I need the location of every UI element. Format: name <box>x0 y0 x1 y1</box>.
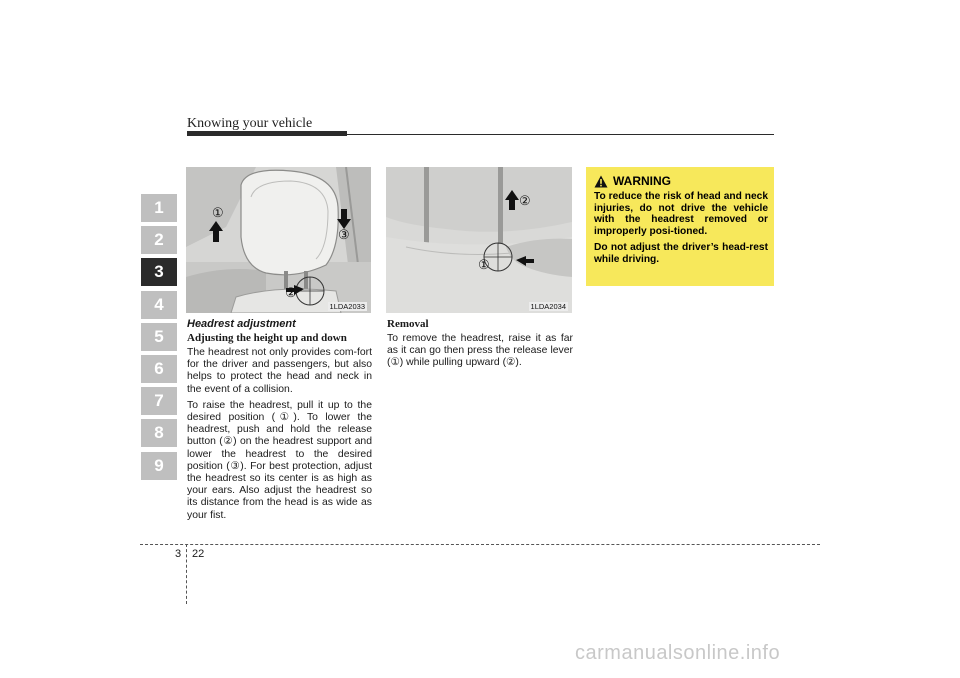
callout-3: ③ <box>338 227 350 242</box>
body-paragraph: To raise the headrest, pull it up to the desired position (①). To lower the headrest, push and hold the release button (②) on the headrest support and lower the headrest to the desired position (③). For best protection, adjust the headrest so its center is as high as your ears. Also adjust the headrest so its distance from the head is as wide as your fist. <box>187 399 372 521</box>
page-header-title: Knowing your vehicle <box>187 116 313 131</box>
chapter-tab-8[interactable]: 8 <box>141 419 177 447</box>
chapter-tab-2[interactable]: 2 <box>141 226 177 254</box>
chapter-tab-1[interactable]: 1 <box>141 194 177 222</box>
callout-1: ① <box>478 257 490 272</box>
footer-divider <box>186 544 187 604</box>
headrest-removal-illustration <box>386 167 572 313</box>
headrest-removal-section <box>387 317 573 374</box>
chapter-tab-4[interactable]: 4 <box>141 291 177 319</box>
subheading: Removal <box>387 318 429 330</box>
warning-text: To reduce the risk of head and neck injuries, do not drive the vehicle with the headrest removed or improperly posi-tioned. <box>594 191 768 238</box>
callout-2: ② <box>519 193 531 208</box>
warning-box <box>586 167 774 286</box>
chapter-tab-6[interactable]: 6 <box>141 355 177 383</box>
chapter-tab-9[interactable]: 9 <box>141 452 177 480</box>
warning-triangle-icon <box>594 175 608 188</box>
figure-code: 1LDA2034 <box>530 302 566 311</box>
header-rule <box>347 134 774 135</box>
chapter-tab-3[interactable]: 3 <box>141 258 177 286</box>
subheading: Adjusting the height up and down <box>187 332 347 344</box>
header-bar <box>187 131 347 136</box>
headrest-adjustment-section <box>187 317 372 526</box>
figure-code: 1LDA2033 <box>329 302 365 311</box>
footer-chapter-number: 3 <box>175 548 182 560</box>
chapter-tab-7[interactable]: 7 <box>141 387 177 415</box>
watermark: carmanualsonline.info <box>575 642 781 664</box>
chapter-tabs <box>141 194 177 484</box>
footer-rule <box>140 544 820 545</box>
warning-header <box>594 174 768 188</box>
warning-title: WARNING <box>613 174 671 188</box>
body-paragraph: To remove the headrest, raise it as far as it can go then press the release lever (①) while pulling upward (②). <box>387 333 573 369</box>
body-paragraph: The headrest not only provides com-fort for the driver and passengers, but also helps to protect the head and neck in the event of a collision. <box>187 347 372 395</box>
headrest-adjustment-figure <box>186 167 371 313</box>
chapter-tab-5[interactable]: 5 <box>141 323 177 351</box>
callout-2: ② <box>285 285 297 300</box>
callout-1: ① <box>212 205 224 220</box>
warning-text: Do not adjust the driver’s head-rest while driving. <box>594 241 768 265</box>
footer-page-number: 22 <box>192 548 205 560</box>
section-title: Headrest adjustment <box>187 318 296 330</box>
headrest-removal-figure <box>386 167 572 313</box>
